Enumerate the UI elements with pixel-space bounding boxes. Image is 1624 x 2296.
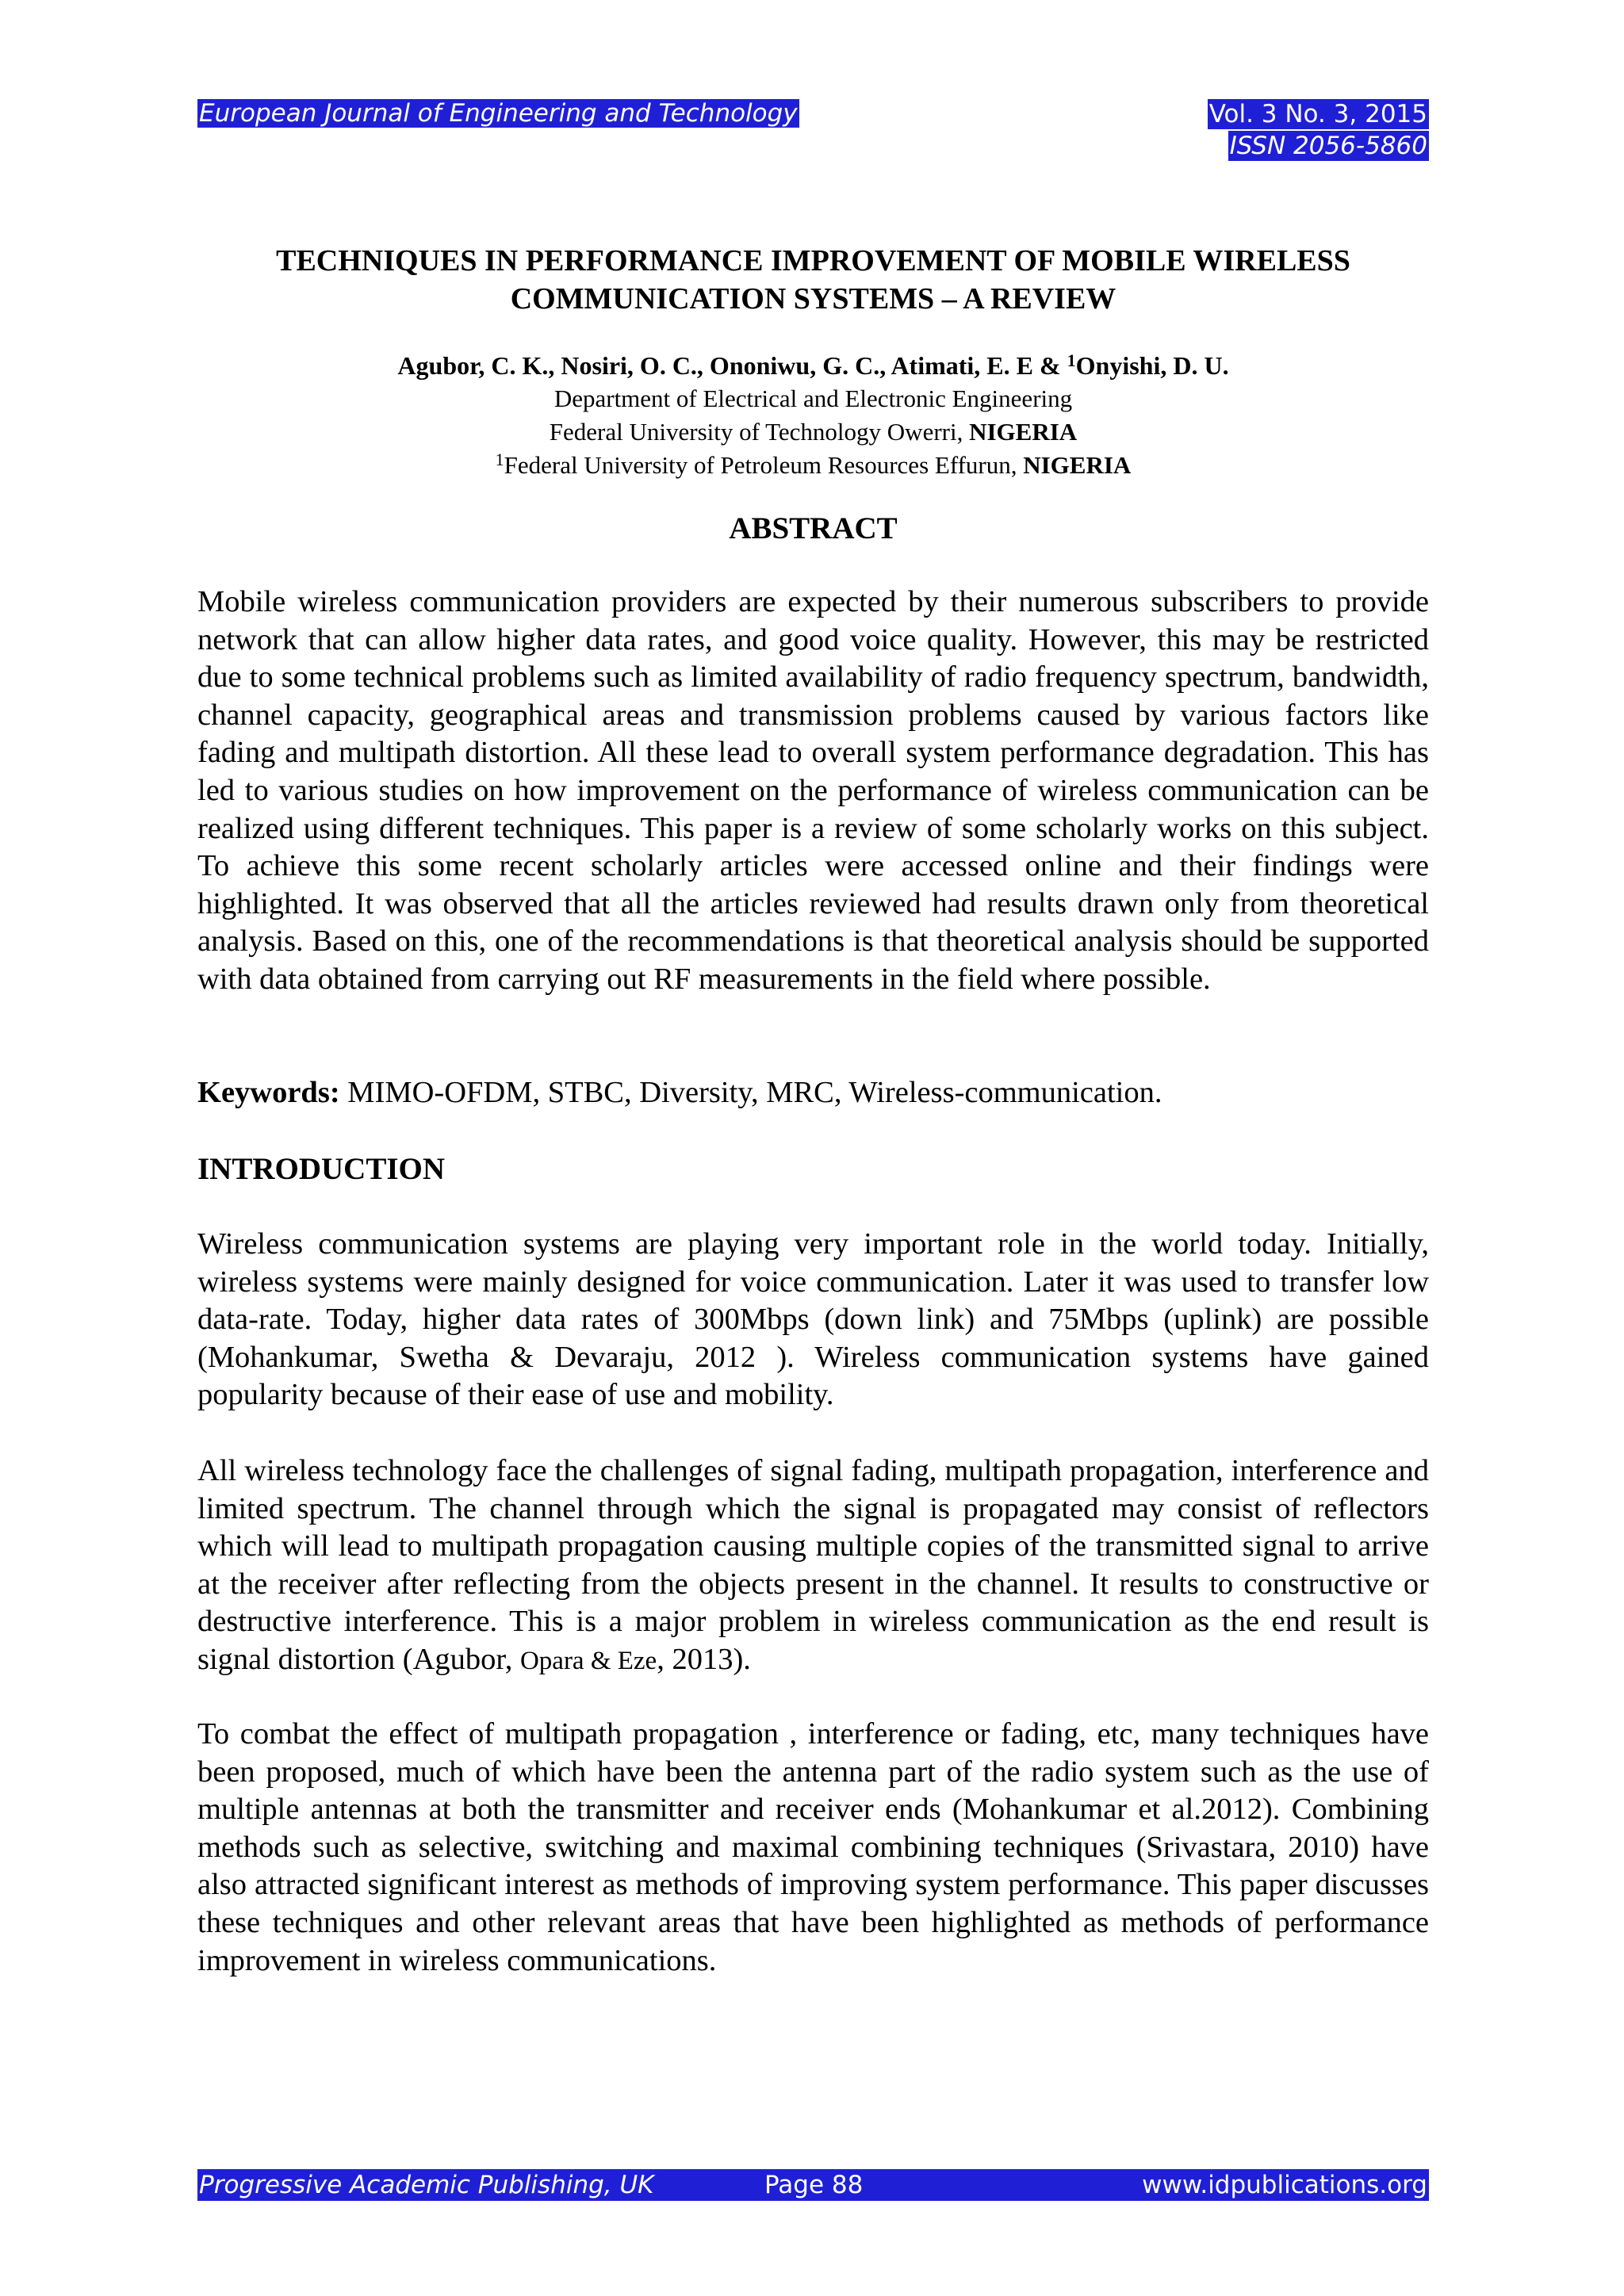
page-footer: [197, 2169, 1429, 2201]
volume-text: Vol. 3 No. 3, 2015: [1208, 100, 1427, 128]
keywords-text: MIMO-OFDM, STBC, Diversity, MRC, Wireless-communication.: [339, 1076, 1162, 1109]
journal-name-text: European Journal of Engineering and Technology: [199, 99, 798, 128]
journal-name: [197, 98, 799, 128]
intro-paragraph-2: All wireless technology face the challenges of signal fading, multipath propagation, interference and limited spectrum. The channel through which the signal is propagated may consist of reflectors which will lead to multipath propagation causing multiple copies of the transmitted signal to arrive at the receiver after reflecting from the objects present in the channel. It results to constructive or destructive interference. This is a major problem in wireless communication as the end result is signal distortion (Agubor, Opara & Eze, 2013).: [197, 1454, 1429, 1676]
author-names: Agubor, C. K., Nosiri, O. C., Ononiwu, G. C., Atimati, E. E & $^1$Onyishi, D. U.: [397, 350, 1229, 380]
authors-block: [197, 349, 1429, 482]
affiliation-marker: 1: [1067, 350, 1076, 370]
keywords-label: Keywords:: [197, 1076, 340, 1109]
publisher-name: Progressive Academic Publishing, UK: [199, 2171, 654, 2199]
issn-text: ISSN 2056-5860: [1229, 132, 1427, 160]
abstract-heading: ABSTRACT: [729, 511, 898, 545]
abstract-text: Mobile wireless communication providers are expected by their numerous subscribers to provide network that can allow higher data rates, and good voice quality. However, this may be restricted due to some technical problems such as limited availability of radio frequency spectrum, bandwidth, channel capacity, geographical areas and transmission problems caused by various factors like fading and multipath distortion. All these lead to overall system performance degradation. This has led to various studies on how improvement on the performance of wireless communication can be realized using different techniques. This paper is a review of some scholarly works on this subject. To achieve this some recent scholarly articles were accessed online and their findings were highlighted. It was observed that all the articles reviewed had results drawn only from theoretical analysis. Based on this, one of the recommendations is that theoretical analysis should be supported with data obtained from carrying out RF measurements in the field where possible.: [197, 585, 1429, 996]
keywords: [197, 1074, 1429, 1112]
intro-paragraph-3: To combat the effect of multipath propagation , interference or fading, etc, many techniques have been proposed, much of which have been the antenna part of the radio system such as the use of multiple antennas at both the transmitter and receiver ends (Mohankumar et al.2012). Combining methods such as selective, switching and maximal combining techniques (Srivastara, 2010) have also attracted significant interest as methods of improving system performance. This paper discusses these techniques and other relevant areas that have been highlighted as methods of performance improvement in wireless communications.: [197, 1717, 1429, 1977]
volume-issn: [1208, 98, 1429, 162]
affiliation-department: Department of Electrical and Electronic Engineering: [553, 385, 1073, 412]
intro-paragraph-1: Wireless communication systems are playing very important role in the world today. Initially, wireless systems were mainly designed for voice communication. Later it was used to transfer low data-rate. Today, higher data rates of 300Mbps (down link) and 75Mbps (uplink) are possible (Mohankumar, Swetha & Devaraju, 2012 ). Wireless communication systems have gained popularity because of their ease of use and mobility.: [197, 1227, 1429, 1412]
affiliation-futo: Federal University of Technology Owerri, NIGERIA: [549, 418, 1078, 446]
publisher-website: www.idpublications.org: [1142, 2171, 1427, 2199]
affiliation-fupre: $^1$Federal University of Petroleum Resources Effurun, NIGERIA: [495, 450, 1132, 479]
paper-title: [197, 242, 1429, 318]
paper-title-line2: COMMUNICATION SYSTEMS – A REVIEW: [510, 282, 1116, 316]
paper-title-line1: TECHNIQUES IN PERFORMANCE IMPROVEMENT OF MOBILE WIRELESS: [276, 244, 1350, 277]
introduction-heading: INTRODUCTION: [197, 1152, 446, 1186]
page-number: Page 88: [764, 2171, 864, 2199]
